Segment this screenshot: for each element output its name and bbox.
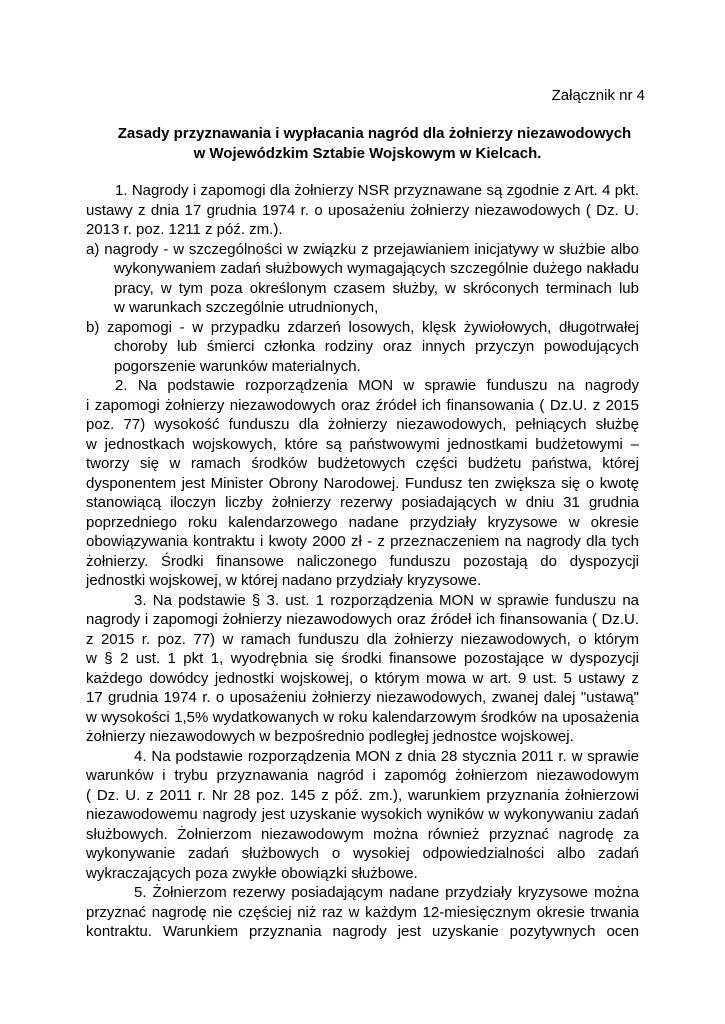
text-line: w warunkach szczególnie utrudnionych, [114, 299, 379, 316]
text-line: w wysokości 1,5% wydatkowanych w roku kalendarzowym środków na uposażenia [86, 708, 639, 726]
text-line: jednostki wojskowej, w której nadano przydziały kryzysowe. [86, 572, 482, 589]
text-line: 1. Nagrody i zapomogi dla żołnierzy NSR przyznawane są zgodnie z Art. 4 pkt. [115, 182, 639, 199]
text-line: wykraczających poza zwykłe obowiązki służbowe. [86, 864, 418, 882]
text-line: pogorszenie warunków materialnych. [114, 357, 361, 375]
title-line-1: Zasady przyznawania i wypłacania nagród dla żołnierzy niezawodowych [117, 125, 632, 142]
text-line: żołnierzy niezawodowych w bezpośrednio podległej jednostce wojskowej. [86, 728, 574, 745]
text-line: z 2015 r. poz. 77) w ramach funduszu dla żołnierzy niezawodowych, o którym [86, 630, 639, 648]
text-line: tworzy się w ramach środków budżetowych części budżetu państwa, której [86, 455, 639, 472]
text-line: w jednostkach wojskowych, które są państwowymi jednostkami budżetowymi – [86, 435, 639, 453]
text-line: poz. 77) wysokość funduszu dla żołnierzy niezawodowych, pełniących służbę [86, 416, 639, 433]
text-line: 17 grudnia 1974 r. o uposażeniu żołnierzy niezawodowych, zwanej dalej "ustawą" [86, 689, 639, 706]
text-line: b) zapomogi - w przypadku zdarzeń losowych, klęsk żywiołowych, długotrwałej [86, 318, 639, 336]
text-line: 2. Na podstawie rozporządzenia MON w sprawie funduszu na nagrody [115, 377, 639, 394]
text-line: choroby lub śmierci członka rodziny oraz innych przyczyn powodujących [114, 338, 639, 355]
text-line: poprzedniego roku kalendarzowego nadane przydziały kryzysowe w okresie [86, 513, 639, 531]
text-line: 2013 r. poz. 1211 z póź. zm.). [86, 221, 283, 238]
title-line-2: w Wojewódzkim Sztabie Wojskowym w Kielcach. [193, 145, 542, 162]
text-line: kontraktu. Warunkiem przyznania nagrody jest uzyskanie pozytywnych ocen [86, 923, 639, 940]
text-line: a) nagrody - w szczególności w związku z przejawianiem inicjatywy w służbie albo [86, 240, 639, 258]
text-line: nagrody i zapomogi żołnierzy niezawodowych oraz źródeł ich finansowania ( Dz.U. [86, 611, 639, 628]
text-line: ( Dz. U. z 2011 r. Nr 28 poz. 145 z póź. zm.), warunkiem przyznania żołnierzowi [86, 786, 639, 804]
text-line: warunków i trybu przyznawania nagród i zapomóg żołnierzom niezawodowym [86, 767, 639, 784]
document-body [86, 181, 639, 942]
text-line: 3. Na podstawie § 3. ust. 1 rozporządzenia MON w sprawie funduszu na [134, 591, 639, 609]
text-line: i zapomogi żołnierzy niezawodowych oraz źródeł ich finansowania ( Dz.U. z 2015 [86, 396, 639, 414]
text-line: wykonywaniem zadań służbowych wymagających szczególnie dużego nakładu [114, 260, 639, 277]
text-line: pracy, w tym poza określonym czasem służby, w skróconych terminach lub [114, 279, 639, 297]
text-line: dysponentem jest Minister Obrony Narodowej. Fundusz ten zwiększa się o kwotę [86, 474, 639, 492]
document-title [0, 124, 725, 164]
text-line: wykonywanie zadań służbowych o wysokiej odpowiedzialności albo zadań [86, 845, 639, 862]
text-line: przyznać nagrodę nie częściej niż raz w każdym 12-miesięcznym okresie trwania [86, 903, 639, 921]
text-line: ustawy z dnia 17 grudnia 1974 r. o uposażeniu żołnierzy niezawodowych ( Dz. U. [86, 201, 639, 219]
text-line: stanowiącą iloczyn liczby żołnierzy rezerwy posiadających w dniu 31 grudnia [86, 494, 639, 511]
text-line: w § 2 ust. 1 pkt 1, wyodrębnia się środki finansowe pozostające w dyspozycji [86, 650, 639, 667]
annex-label: Załącznik nr 4 [551, 87, 645, 104]
text-line: niezawodowemu nagrody jest uzyskanie wysokich wyników w wykonywaniu zadań [86, 806, 639, 823]
text-line: 4. Na podstawie rozporządzenia MON z dnia 28 stycznia 2011 r. w sprawie [134, 747, 639, 765]
text-line: obowiązywania kontraktu i kwoty 2000 zł - z przeznaczeniem na nagrody dla tych [86, 533, 639, 550]
text-line: służbowych. Żołnierzom niezawodowym można również przyznać nagrodę za [86, 825, 639, 843]
text-line: żołnierzy. Środki finansowe naliczonego funduszu pozostają do dyspozycji [86, 552, 639, 570]
text-line: 5. Żołnierzom rezerwy posiadającym nadane przydziały kryzysowe można [134, 884, 639, 901]
text-line: każdego dowódcy jednostki wojskowej, o którym mowa w art. 9 ust. 5 ustawy z [86, 669, 639, 687]
